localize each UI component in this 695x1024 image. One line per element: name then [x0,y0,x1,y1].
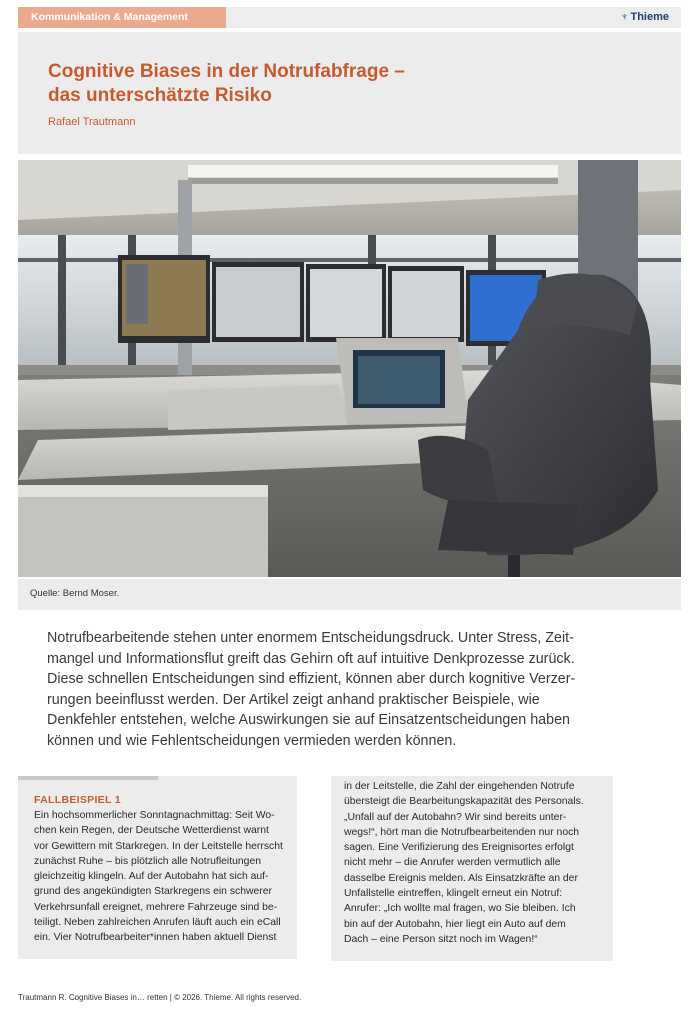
article-title-line: Cognitive Biases in der Notrufabfrage – [48,61,405,82]
text-line: vor Gewittern mit Starkregen. In der Leitstelle herrscht [34,840,283,852]
text-line: Unfallstelle eintreffen, klingelt erneut ein Notruf: [344,888,563,900]
text-line: teiligt. Neben zahlreichen Anrufen läuft auch ein eCall [34,917,281,929]
text-line: wegs!“, hört man die Notrufbearbeitenden nur noch [344,826,580,838]
case-study-text [34,808,290,946]
text-line: bin auf der Autobahn, hier liegt ein Auto auf dem [344,918,566,930]
text-line: sagen. Eine Verifizierung des Ereignisortes erfolgt [344,842,574,854]
text-line: Anrufer: „Ich wollte mal fragen, wo Sie bleiben. Ich [344,903,576,915]
text-line: ein. Vier Notrufbearbeiter*innen haben aktuell Dienst [34,932,277,944]
page-footer: Trautmann R. Cognitive Biases in… retten | © 2026. Thieme. All rights reserved. [18,993,302,1002]
abstract-line: Diese schnellen Entscheidungen sind effizient, können aber durch kognitive Verzer- [47,671,576,687]
text-line: nicht mehr – die Anrufer werden vermutlich alle [344,857,561,869]
abstract-line: können und wie Fehlentscheidungen vermieden werden können. [47,732,457,749]
text-line: übersteigt die Bearbeitungskapazität des Personals. [344,796,584,808]
text-line: zunächst Ruhe – bis plötzlich alle Notrufleitungen [34,855,261,867]
text-line: dasselbe Ereignis melden. Als Einsatzkräfte an der [344,872,578,884]
case-study-text [344,779,604,947]
text-line: gleichzeitig klingeln. Auf der Autobahn hat sich auf- [34,871,269,883]
control-room-photo [18,160,681,577]
thieme-logo-icon: ♆ [620,11,629,23]
header-bar [18,7,681,28]
text-line: in der Leitstelle, die Zahl der eingehenden Notrufe [344,781,575,792]
figure-caption: Quelle: Bernd Moser. [30,588,120,599]
text-line: „Unfall auf der Autobahn? Wir sind bereits unter- [344,811,567,823]
case-study-left-column [18,776,297,959]
brand-logo [620,7,669,28]
section-label: Kommunikation & Management [18,7,226,28]
title-block [18,32,681,154]
abstract-line: rungen beeinflusst werden. Der Artikel zeigt anhand praktischer Beispiele, wie [47,691,540,708]
article-author: Rafael Trautmann [48,116,136,128]
article-title [48,60,568,108]
text-line: chen kein Regen, der Deutsche Wetterdienst warnt [34,825,269,837]
abstract-line: Denkfehler entstehen, welche Auswirkungen sie auf Einsatzentscheidungen haben [47,712,570,728]
abstract [47,628,647,751]
case-study-right-column [331,776,613,961]
article-title-line: das unterschätzte Risiko [48,85,272,106]
text-line: Verkehrsunfall ereignet, mehrere Fahrzeuge sind be- [34,901,278,913]
figure-caption-box [18,579,681,610]
case-study-heading: FALLBEISPIEL 1 [34,794,121,806]
text-line: Dach – eine Person sitzt noch im Wagen!“ [344,933,538,945]
abstract-line: Notrufbearbeitende stehen unter enormem Entscheidungsdruck. Unter Stress, Zeit- [47,630,574,646]
text-line: grund des angekündigten Starkregens ein schwerer [34,886,272,898]
abstract-line: mangel und Informationsflut greift das Gehirn oft auf intuitive Denkprozesse zurück. [47,650,575,667]
box-accent-bar [18,776,158,780]
brand-name: Thieme [630,11,669,23]
text-line: Ein hochsommerlicher Sonntagnachmittag: Seit Wo- [34,810,275,821]
